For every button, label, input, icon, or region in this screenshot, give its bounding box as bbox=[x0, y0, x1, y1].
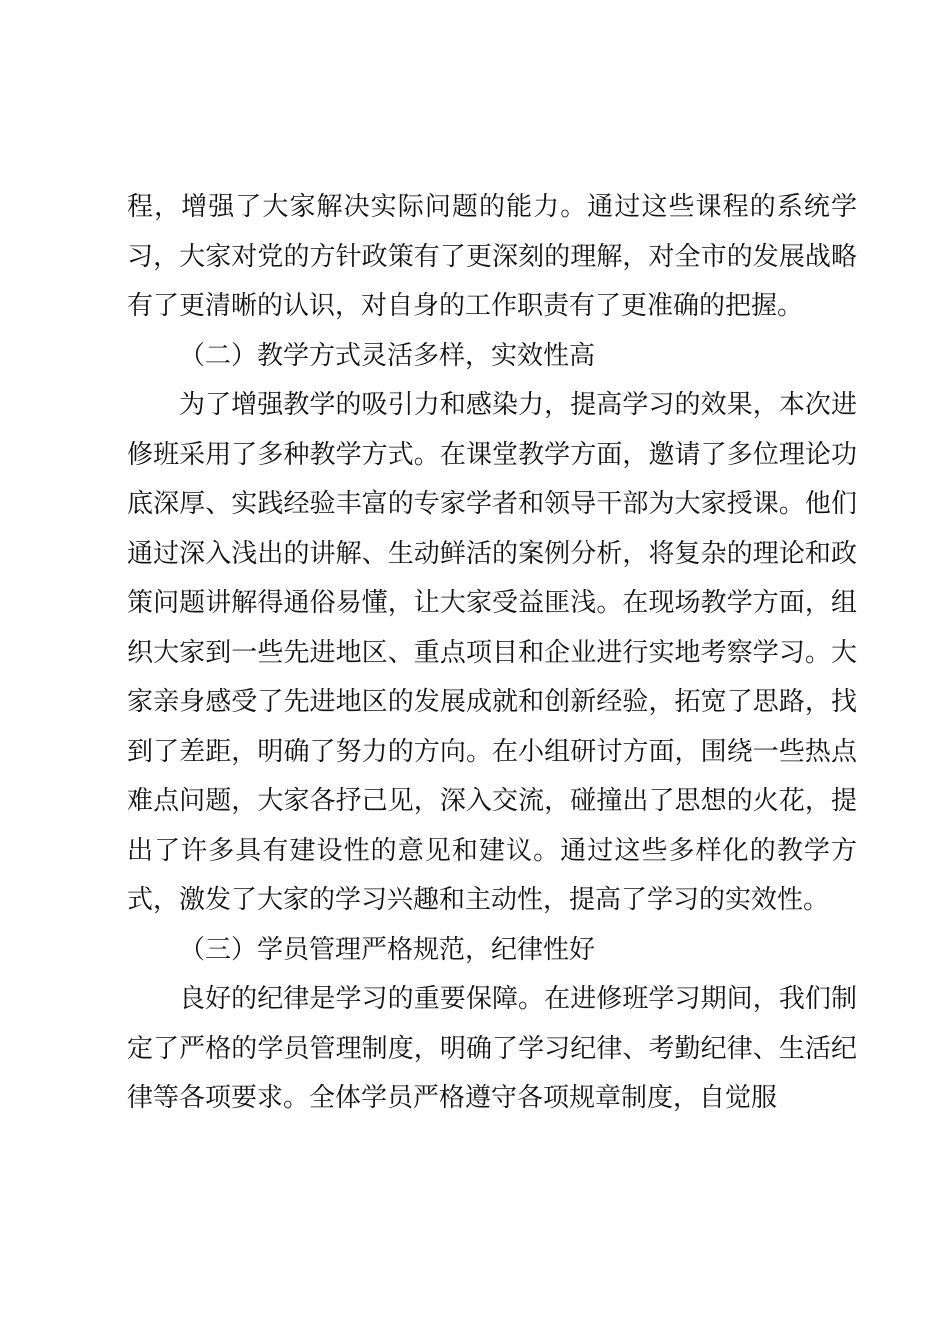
section-heading-2: （二）教学方式灵活多样，实效性高 bbox=[179, 340, 596, 371]
paragraph-discipline: 良好的纪律是学习的重要保障。在进修班学习期间，我们制定了严格的学员管理制度，明确了学习纪律、考勤纪律、生活纪律等各项要求。全体学员严格遵守各项规章制度，自觉服 bbox=[127, 984, 857, 1113]
paragraph-teaching-methods: 为了增强教学的吸引力和感染力，提高学习的效果，本次进修班采用了多种教学方式。在课堂教学方面，邀请了多位理论功底深厚、实践经验丰富的专家学者和领导干部为大家授课。他们通过深入浅出的讲解、生动鲜活的案例分析，将复杂的理论和政策问题讲解得通俗易懂，让大家受益匪浅。在现场教学方面，组织大家到一些先进地区、重点项目和企业进行实地考察学习。大家亲身感受了先进地区的发展成就和创新经验，拓宽了思路，找到了差距，明确了努力的方向。在小组研讨方面，围绕一些热点难点问题，大家各抒己见，深入交流，碰撞出了思想的火花，提出了许多具有建设性的意见和建议。通过这些多样化的教学方式，激发了大家的学习兴趣和主动性，提高了学习的实效性。 bbox=[127, 390, 857, 915]
document-body bbox=[127, 183, 857, 1124]
section-heading-3: （三）学员管理严格规范，纪律性好 bbox=[179, 934, 596, 965]
paragraph-continuation: 程，增强了大家解决实际问题的能力。通过这些课程的系统学习，大家对党的方针政策有了更深刻的理解，对全市的发展战略有了更清晰的认识，对自身的工作职责有了更准确的把握。 bbox=[127, 192, 857, 321]
